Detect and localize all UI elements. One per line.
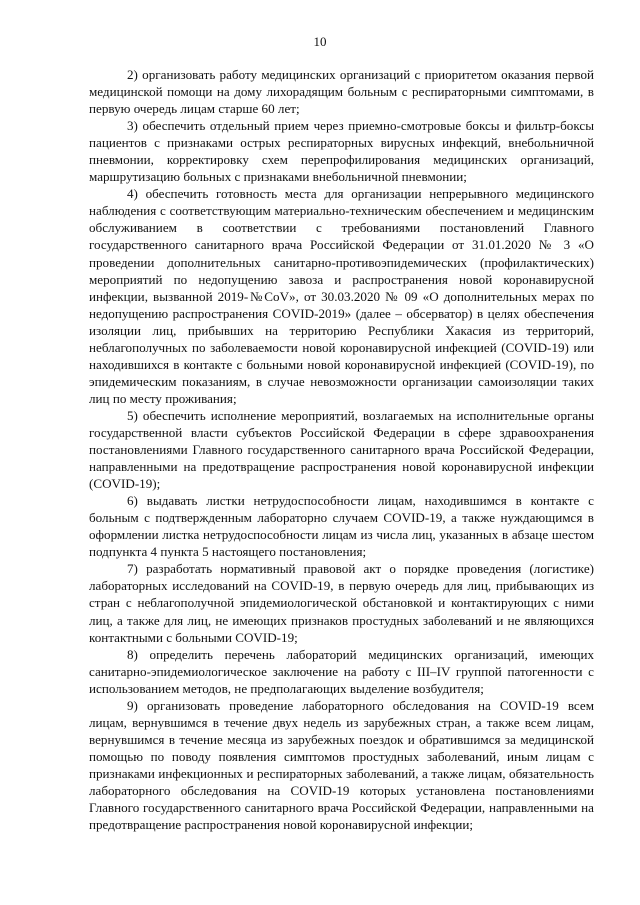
- paragraph-item-6: 6) выдавать листки нетрудоспособности лицам, находившимся в контакте с больным с подтвержденным лабораторно случаем COVID-19, а также нуждающимся в оформлении листка нетрудоспособности лицам из числа лиц, указанных в абзаце шестом подпункта 4 пункта 5 настоящего постановления;: [89, 493, 594, 560]
- paragraph-item-2: 2) организовать работу медицинских организаций с приоритетом оказания первой медицинской помощи на дому лихорадящим больным с респираторными симптомами, в первую очередь лицам старше 60 лет;: [89, 67, 594, 117]
- paragraph-item-4: 4) обеспечить готовность места для организации непрерывного медицинского наблюдения с соответствующим материально-техническим обеспечением и медицинским обслуживанием в соответствии с требованиями постановлений Главного государственного санитарного врача Российской Федерации от 31.01.2020 № 3 «О проведении дополнительных санитарно-противоэпидемических (профилактических) мероприятий по недопущению завоза и распространения новой коронавирусной инфекции, вызванной 2019-№CoV», от 30.03.2020 № 09 «О дополнительных мерах по недопущению распространения COVID-2019» (далее – обсерватор) в целях обеспечения изоляции лиц, прибывших на территорию Республики Хакасия из территорий, неблагополучных по заболеваемости новой коронавирусной инфекцией (COVID-19) или находившихся в контакте с больными новой коронавирусной инфекцией (COVID-19), по эпидемическим показаниям, в случае невозможности организации самоизоляции таких лиц по месту проживания;: [89, 186, 594, 406]
- paragraph-item-9: 9) организовать проведение лабораторного обследования на COVID-19 всем лицам, вернувшимся в течение двух недель из зарубежных стран, а также всем лицам, вернувшимся в течение месяца из зарубежных поездок и обратившимся за медицинской помощью по поводу появления симптомов простудных заболеваний, иным лицам с признаками инфекционных и респираторных заболеваний, а также лицам, обязательность лабораторного обследования на COVID-19 которых установлена постановлениями Главного государственного санитарного врача Российской Федерации, направленными на предотвращение распространения новой коронавирусной инфекции;: [89, 697, 594, 833]
- paragraph-item-7: 7) разработать нормативный правовой акт о порядке проведения (логистике) лабораторных исследований на COVID-19, в первую очередь для лиц, прибывающих из стран с неблагополучной эпидемиологической обстановкой и контактирующих с ними лиц, а также для лиц, не имеющих признаков простудных заболеваний и не являющихся контактными с больными COVID-19;: [89, 561, 594, 645]
- document-body: [89, 66, 594, 833]
- paragraph-item-5: 5) обеспечить исполнение мероприятий, возлагаемых на исполнительные органы государственной власти субъектов Российской Федерации в сфере здравоохранения постановлениями Главного государственного санитарного врача Российской Федерации, направленными на предотвращение распространения новой коронавирусной инфекции (COVID-19);: [89, 407, 594, 492]
- page-number: 10: [313, 34, 327, 49]
- paragraph-item-3: 3) обеспечить отдельный прием через приемно-смотровые боксы и фильтр-боксы пациентов с признаками острых респираторных вирусных инфекций, внебольничной пневмонии, корректировку схем перепрофилирования медицинских организаций, маршрутизацию больных с признаками внебольничной пневмонии;: [89, 118, 594, 185]
- paragraph-item-8: 8) определить перечень лабораторий медицинских организаций, имеющих санитарно-эпидемиологическое заключение на работу с III–IV группой патогенности с использованием методов, не предполагающих выделение возбудителя;: [89, 646, 594, 696]
